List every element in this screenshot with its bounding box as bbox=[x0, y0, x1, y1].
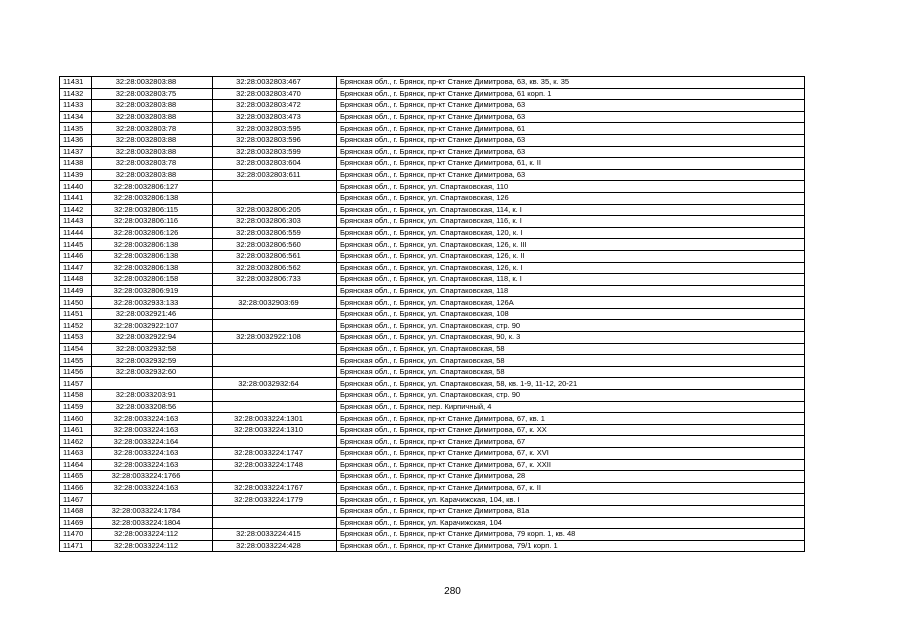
row-number-cell: 11457 bbox=[60, 378, 92, 390]
land-parcel-cell: 32:28:0033224:163 bbox=[92, 424, 213, 436]
land-parcel-cell: 32:28:0032922:107 bbox=[92, 320, 213, 332]
land-parcel-cell: 32:28:0032806:127 bbox=[92, 181, 213, 193]
address-cell: Брянская обл., г. Брянск, пр-кт Станке Димитрова, 67, к. XXII bbox=[337, 459, 805, 471]
building-number-cell bbox=[213, 401, 337, 413]
address-cell: Брянская обл., г. Брянск, пр-кт Станке Димитрова, 67 bbox=[337, 436, 805, 448]
building-number-cell bbox=[213, 366, 337, 378]
address-cell: Брянская обл., г. Брянск, ул. Спартаковская, 126 bbox=[337, 192, 805, 204]
table-row bbox=[60, 448, 805, 460]
address-cell: Брянская обл., г. Брянск, ул. Спартаковская, 126А bbox=[337, 297, 805, 309]
row-number-cell: 11440 bbox=[60, 181, 92, 193]
address-cell: Брянская обл., г. Брянск, пр-кт Станке Димитрова, 79/1 корп. 1 bbox=[337, 540, 805, 552]
building-number-cell: 32:28:0033224:428 bbox=[213, 540, 337, 552]
land-parcel-cell: 32:28:0032806:158 bbox=[92, 274, 213, 286]
row-number-cell: 11463 bbox=[60, 448, 92, 460]
land-parcel-cell: 32:28:0033224:163 bbox=[92, 413, 213, 425]
table-row bbox=[60, 181, 805, 193]
address-cell: Брянская обл., г. Брянск, ул. Спартаковская, 116, к. I bbox=[337, 216, 805, 228]
address-cell: Брянская обл., г. Брянск, ул. Спартаковская, 90, к. 3 bbox=[337, 332, 805, 344]
land-parcel-cell: 32:28:0033224:164 bbox=[92, 436, 213, 448]
row-number-cell: 11439 bbox=[60, 169, 92, 181]
table-row bbox=[60, 239, 805, 251]
table-row bbox=[60, 366, 805, 378]
land-parcel-cell: 32:28:0033224:1784 bbox=[92, 505, 213, 517]
land-parcel-cell bbox=[92, 378, 213, 390]
address-cell: Брянская обл., г. Брянск, ул. Спартаковская, 58 bbox=[337, 355, 805, 367]
address-cell: Брянская обл., г. Брянск, ул. Спартаковская, 108 bbox=[337, 308, 805, 320]
land-parcel-cell: 32:28:0032922:94 bbox=[92, 332, 213, 344]
row-number-cell: 11432 bbox=[60, 88, 92, 100]
table-row bbox=[60, 158, 805, 170]
address-cell: Брянская обл., г. Брянск, ул. Спартаковская, стр. 90 bbox=[337, 320, 805, 332]
row-number-cell: 11436 bbox=[60, 134, 92, 146]
table-row bbox=[60, 459, 805, 471]
address-cell: Брянская обл., г. Брянск, ул. Спартаковская, 120, к. I bbox=[337, 227, 805, 239]
row-number-cell: 11464 bbox=[60, 459, 92, 471]
address-cell: Брянская обл., г. Брянск, пр-кт Станке Димитрова, 81а bbox=[337, 505, 805, 517]
building-number-cell: 32:28:0032803:467 bbox=[213, 77, 337, 89]
table-row bbox=[60, 111, 805, 123]
building-number-cell: 32:28:0033224:1779 bbox=[213, 494, 337, 506]
address-cell: Брянская обл., г. Брянск, ул. Спартаковская, 118 bbox=[337, 285, 805, 297]
building-number-cell: 32:28:0032806:559 bbox=[213, 227, 337, 239]
table-row bbox=[60, 216, 805, 228]
building-number-cell: 32:28:0032806:205 bbox=[213, 204, 337, 216]
row-number-cell: 11453 bbox=[60, 332, 92, 344]
row-number-cell: 11434 bbox=[60, 111, 92, 123]
address-cell: Брянская обл., г. Брянск, пр-кт Станке Димитрова, 63 bbox=[337, 146, 805, 158]
address-cell: Брянская обл., г. Брянск, пр-кт Станке Димитрова, 63 bbox=[337, 169, 805, 181]
address-cell: Брянская обл., г. Брянск, пр-кт Станке Димитрова, 67, к. II bbox=[337, 482, 805, 494]
land-parcel-cell: 32:28:0032803:88 bbox=[92, 146, 213, 158]
building-number-cell bbox=[213, 308, 337, 320]
address-cell: Брянская обл., г. Брянск, пр-кт Станке Димитрова, 67, к. XVI bbox=[337, 448, 805, 460]
land-parcel-cell: 32:28:0032806:116 bbox=[92, 216, 213, 228]
row-number-cell: 11458 bbox=[60, 390, 92, 402]
building-number-cell: 32:28:0032806:303 bbox=[213, 216, 337, 228]
building-number-cell: 32:28:0032803:599 bbox=[213, 146, 337, 158]
table-row bbox=[60, 471, 805, 483]
row-number-cell: 11444 bbox=[60, 227, 92, 239]
table-row bbox=[60, 100, 805, 112]
row-number-cell: 11460 bbox=[60, 413, 92, 425]
table-row bbox=[60, 505, 805, 517]
land-parcel-cell: 32:28:0032806:126 bbox=[92, 227, 213, 239]
table-row bbox=[60, 227, 805, 239]
land-parcel-cell: 32:28:0032803:88 bbox=[92, 169, 213, 181]
address-cell: Брянская обл., г. Брянск, пер. Кирпичный, 4 bbox=[337, 401, 805, 413]
address-cell: Брянская обл., г. Брянск, ул. Спартаковская, 110 bbox=[337, 181, 805, 193]
address-cell: Брянская обл., г. Брянск, пр-кт Станке Димитрова, 79 корп. 1, кв. 48 bbox=[337, 529, 805, 541]
row-number-cell: 11471 bbox=[60, 540, 92, 552]
page-number: 280 bbox=[444, 586, 461, 597]
building-number-cell: 32:28:0032803:596 bbox=[213, 134, 337, 146]
row-number-cell: 11468 bbox=[60, 505, 92, 517]
cadastral-table-body bbox=[60, 77, 805, 552]
table-row bbox=[60, 274, 805, 286]
building-number-cell bbox=[213, 192, 337, 204]
land-parcel-cell: 32:28:0032803:75 bbox=[92, 88, 213, 100]
table-row bbox=[60, 424, 805, 436]
land-parcel-cell: 32:28:0032806:138 bbox=[92, 262, 213, 274]
table-row bbox=[60, 482, 805, 494]
table-row bbox=[60, 436, 805, 448]
table-row bbox=[60, 413, 805, 425]
building-number-cell: 32:28:0032932:64 bbox=[213, 378, 337, 390]
row-number-cell: 11470 bbox=[60, 529, 92, 541]
table-row bbox=[60, 204, 805, 216]
row-number-cell: 11449 bbox=[60, 285, 92, 297]
building-number-cell: 32:28:0032806:561 bbox=[213, 250, 337, 262]
table-row bbox=[60, 390, 805, 402]
table-row bbox=[60, 77, 805, 89]
table-row bbox=[60, 320, 805, 332]
row-number-cell: 11451 bbox=[60, 308, 92, 320]
address-cell: Брянская обл., г. Брянск, пр-кт Станке Димитрова, 63 bbox=[337, 111, 805, 123]
table-row bbox=[60, 401, 805, 413]
row-number-cell: 11461 bbox=[60, 424, 92, 436]
building-number-cell: 32:28:0032922:108 bbox=[213, 332, 337, 344]
building-number-cell: 32:28:0033224:415 bbox=[213, 529, 337, 541]
building-number-cell: 32:28:0032806:560 bbox=[213, 239, 337, 251]
building-number-cell bbox=[213, 285, 337, 297]
table-row bbox=[60, 378, 805, 390]
land-parcel-cell: 32:28:0033208:56 bbox=[92, 401, 213, 413]
address-cell: Брянская обл., г. Брянск, ул. Спартаковская, 58 bbox=[337, 366, 805, 378]
land-parcel-cell: 32:28:0032803:78 bbox=[92, 158, 213, 170]
row-number-cell: 11433 bbox=[60, 100, 92, 112]
row-number-cell: 11445 bbox=[60, 239, 92, 251]
row-number-cell: 11462 bbox=[60, 436, 92, 448]
row-number-cell: 11448 bbox=[60, 274, 92, 286]
building-number-cell: 32:28:0033224:1310 bbox=[213, 424, 337, 436]
land-parcel-cell bbox=[92, 494, 213, 506]
land-parcel-cell: 32:28:0032803:88 bbox=[92, 77, 213, 89]
table-row bbox=[60, 250, 805, 262]
table-row bbox=[60, 192, 805, 204]
cadastral-table bbox=[59, 76, 805, 552]
row-number-cell: 11441 bbox=[60, 192, 92, 204]
land-parcel-cell: 32:28:0033224:163 bbox=[92, 459, 213, 471]
table-row bbox=[60, 88, 805, 100]
row-number-cell: 11442 bbox=[60, 204, 92, 216]
building-number-cell: 32:28:0032803:473 bbox=[213, 111, 337, 123]
address-cell: Брянская обл., г. Брянск, пр-кт Станке Димитрова, 63, кв. 35, к. 35 bbox=[337, 77, 805, 89]
row-number-cell: 11446 bbox=[60, 250, 92, 262]
building-number-cell bbox=[213, 517, 337, 529]
building-number-cell bbox=[213, 436, 337, 448]
building-number-cell: 32:28:0033224:1748 bbox=[213, 459, 337, 471]
building-number-cell: 32:28:0032803:472 bbox=[213, 100, 337, 112]
address-cell: Брянская обл., г. Брянск, пр-кт Станке Димитрова, 61 корп. 1 bbox=[337, 88, 805, 100]
row-number-cell: 11459 bbox=[60, 401, 92, 413]
row-number-cell: 11454 bbox=[60, 343, 92, 355]
building-number-cell bbox=[213, 390, 337, 402]
land-parcel-cell: 32:28:0032806:919 bbox=[92, 285, 213, 297]
land-parcel-cell: 32:28:0032803:88 bbox=[92, 134, 213, 146]
table-row bbox=[60, 262, 805, 274]
land-parcel-cell: 32:28:0032921:46 bbox=[92, 308, 213, 320]
row-number-cell: 11467 bbox=[60, 494, 92, 506]
building-number-cell bbox=[213, 181, 337, 193]
building-number-cell: 32:28:0033224:1301 bbox=[213, 413, 337, 425]
row-number-cell: 11431 bbox=[60, 77, 92, 89]
row-number-cell: 11443 bbox=[60, 216, 92, 228]
address-cell: Брянская обл., г. Брянск, ул. Спартаковская, 126, к. I bbox=[337, 262, 805, 274]
address-cell: Брянская обл., г. Брянск, пр-кт Станке Димитрова, 63 bbox=[337, 100, 805, 112]
address-cell: Брянская обл., г. Брянск, ул. Спартаковская, 114, к. I bbox=[337, 204, 805, 216]
row-number-cell: 11450 bbox=[60, 297, 92, 309]
land-parcel-cell: 32:28:0032803:78 bbox=[92, 123, 213, 135]
table-row bbox=[60, 297, 805, 309]
address-cell: Брянская обл., г. Брянск, ул. Карачижская, 104, кв. I bbox=[337, 494, 805, 506]
building-number-cell bbox=[213, 355, 337, 367]
row-number-cell: 11456 bbox=[60, 366, 92, 378]
land-parcel-cell: 32:28:0032932:58 bbox=[92, 343, 213, 355]
land-parcel-cell: 32:28:0033224:163 bbox=[92, 482, 213, 494]
table-row bbox=[60, 517, 805, 529]
land-parcel-cell: 32:28:0033224:1804 bbox=[92, 517, 213, 529]
address-cell: Брянская обл., г. Брянск, пр-кт Станке Димитрова, 28 bbox=[337, 471, 805, 483]
land-parcel-cell: 32:28:0033224:112 bbox=[92, 540, 213, 552]
row-number-cell: 11455 bbox=[60, 355, 92, 367]
land-parcel-cell: 32:28:0032806:138 bbox=[92, 192, 213, 204]
land-parcel-cell: 32:28:0033224:112 bbox=[92, 529, 213, 541]
address-cell: Брянская обл., г. Брянск, пр-кт Станке Димитрова, 67, кв. 1 bbox=[337, 413, 805, 425]
address-cell: Брянская обл., г. Брянск, пр-кт Станке Димитрова, 67, к. XX bbox=[337, 424, 805, 436]
land-parcel-cell: 32:28:0032806:115 bbox=[92, 204, 213, 216]
row-number-cell: 11435 bbox=[60, 123, 92, 135]
row-number-cell: 11469 bbox=[60, 517, 92, 529]
address-cell: Брянская обл., г. Брянск, ул. Спартаковская, 118, к. I bbox=[337, 274, 805, 286]
row-number-cell: 11437 bbox=[60, 146, 92, 158]
table-row bbox=[60, 123, 805, 135]
table-row bbox=[60, 529, 805, 541]
table-row bbox=[60, 169, 805, 181]
address-cell: Брянская обл., г. Брянск, ул. Спартаковская, стр. 90 bbox=[337, 390, 805, 402]
building-number-cell: 32:28:0032803:611 bbox=[213, 169, 337, 181]
address-cell: Брянская обл., г. Брянск, пр-кт Станке Димитрова, 63 bbox=[337, 134, 805, 146]
land-parcel-cell: 32:28:0032803:88 bbox=[92, 111, 213, 123]
land-parcel-cell: 32:28:0033203:91 bbox=[92, 390, 213, 402]
land-parcel-cell: 32:28:0032933:133 bbox=[92, 297, 213, 309]
building-number-cell: 32:28:0032903:69 bbox=[213, 297, 337, 309]
table-row bbox=[60, 134, 805, 146]
building-number-cell: 32:28:0032803:604 bbox=[213, 158, 337, 170]
building-number-cell: 32:28:0032803:470 bbox=[213, 88, 337, 100]
address-cell: Брянская обл., г. Брянск, ул. Спартаковская, 126, к. II bbox=[337, 250, 805, 262]
land-parcel-cell: 32:28:0032932:59 bbox=[92, 355, 213, 367]
building-number-cell bbox=[213, 471, 337, 483]
land-parcel-cell: 32:28:0032806:138 bbox=[92, 250, 213, 262]
building-number-cell bbox=[213, 505, 337, 517]
building-number-cell: 32:28:0032803:595 bbox=[213, 123, 337, 135]
table-row bbox=[60, 308, 805, 320]
land-parcel-cell: 32:28:0033224:1766 bbox=[92, 471, 213, 483]
address-cell: Брянская обл., г. Брянск, ул. Спартаковская, 58, кв. 1-9, 11-12, 20-21 bbox=[337, 378, 805, 390]
table-row bbox=[60, 540, 805, 552]
building-number-cell bbox=[213, 343, 337, 355]
address-cell: Брянская обл., г. Брянск, ул. Карачижская, 104 bbox=[337, 517, 805, 529]
land-parcel-cell: 32:28:0032806:138 bbox=[92, 239, 213, 251]
table-row bbox=[60, 355, 805, 367]
row-number-cell: 11465 bbox=[60, 471, 92, 483]
row-number-cell: 11452 bbox=[60, 320, 92, 332]
row-number-cell: 11447 bbox=[60, 262, 92, 274]
table-row bbox=[60, 343, 805, 355]
table-row bbox=[60, 146, 805, 158]
building-number-cell: 32:28:0032806:733 bbox=[213, 274, 337, 286]
address-cell: Брянская обл., г. Брянск, ул. Спартаковская, 58 bbox=[337, 343, 805, 355]
table-row bbox=[60, 285, 805, 297]
table-row bbox=[60, 494, 805, 506]
building-number-cell: 32:28:0032806:562 bbox=[213, 262, 337, 274]
address-cell: Брянская обл., г. Брянск, пр-кт Станке Димитрова, 61 bbox=[337, 123, 805, 135]
land-parcel-cell: 32:28:0032803:88 bbox=[92, 100, 213, 112]
building-number-cell bbox=[213, 320, 337, 332]
address-cell: Брянская обл., г. Брянск, пр-кт Станке Димитрова, 61, к. II bbox=[337, 158, 805, 170]
row-number-cell: 11438 bbox=[60, 158, 92, 170]
building-number-cell: 32:28:0033224:1767 bbox=[213, 482, 337, 494]
row-number-cell: 11466 bbox=[60, 482, 92, 494]
address-cell: Брянская обл., г. Брянск, ул. Спартаковская, 126, к. III bbox=[337, 239, 805, 251]
building-number-cell: 32:28:0033224:1747 bbox=[213, 448, 337, 460]
land-parcel-cell: 32:28:0032932:60 bbox=[92, 366, 213, 378]
table-row bbox=[60, 332, 805, 344]
land-parcel-cell: 32:28:0033224:163 bbox=[92, 448, 213, 460]
